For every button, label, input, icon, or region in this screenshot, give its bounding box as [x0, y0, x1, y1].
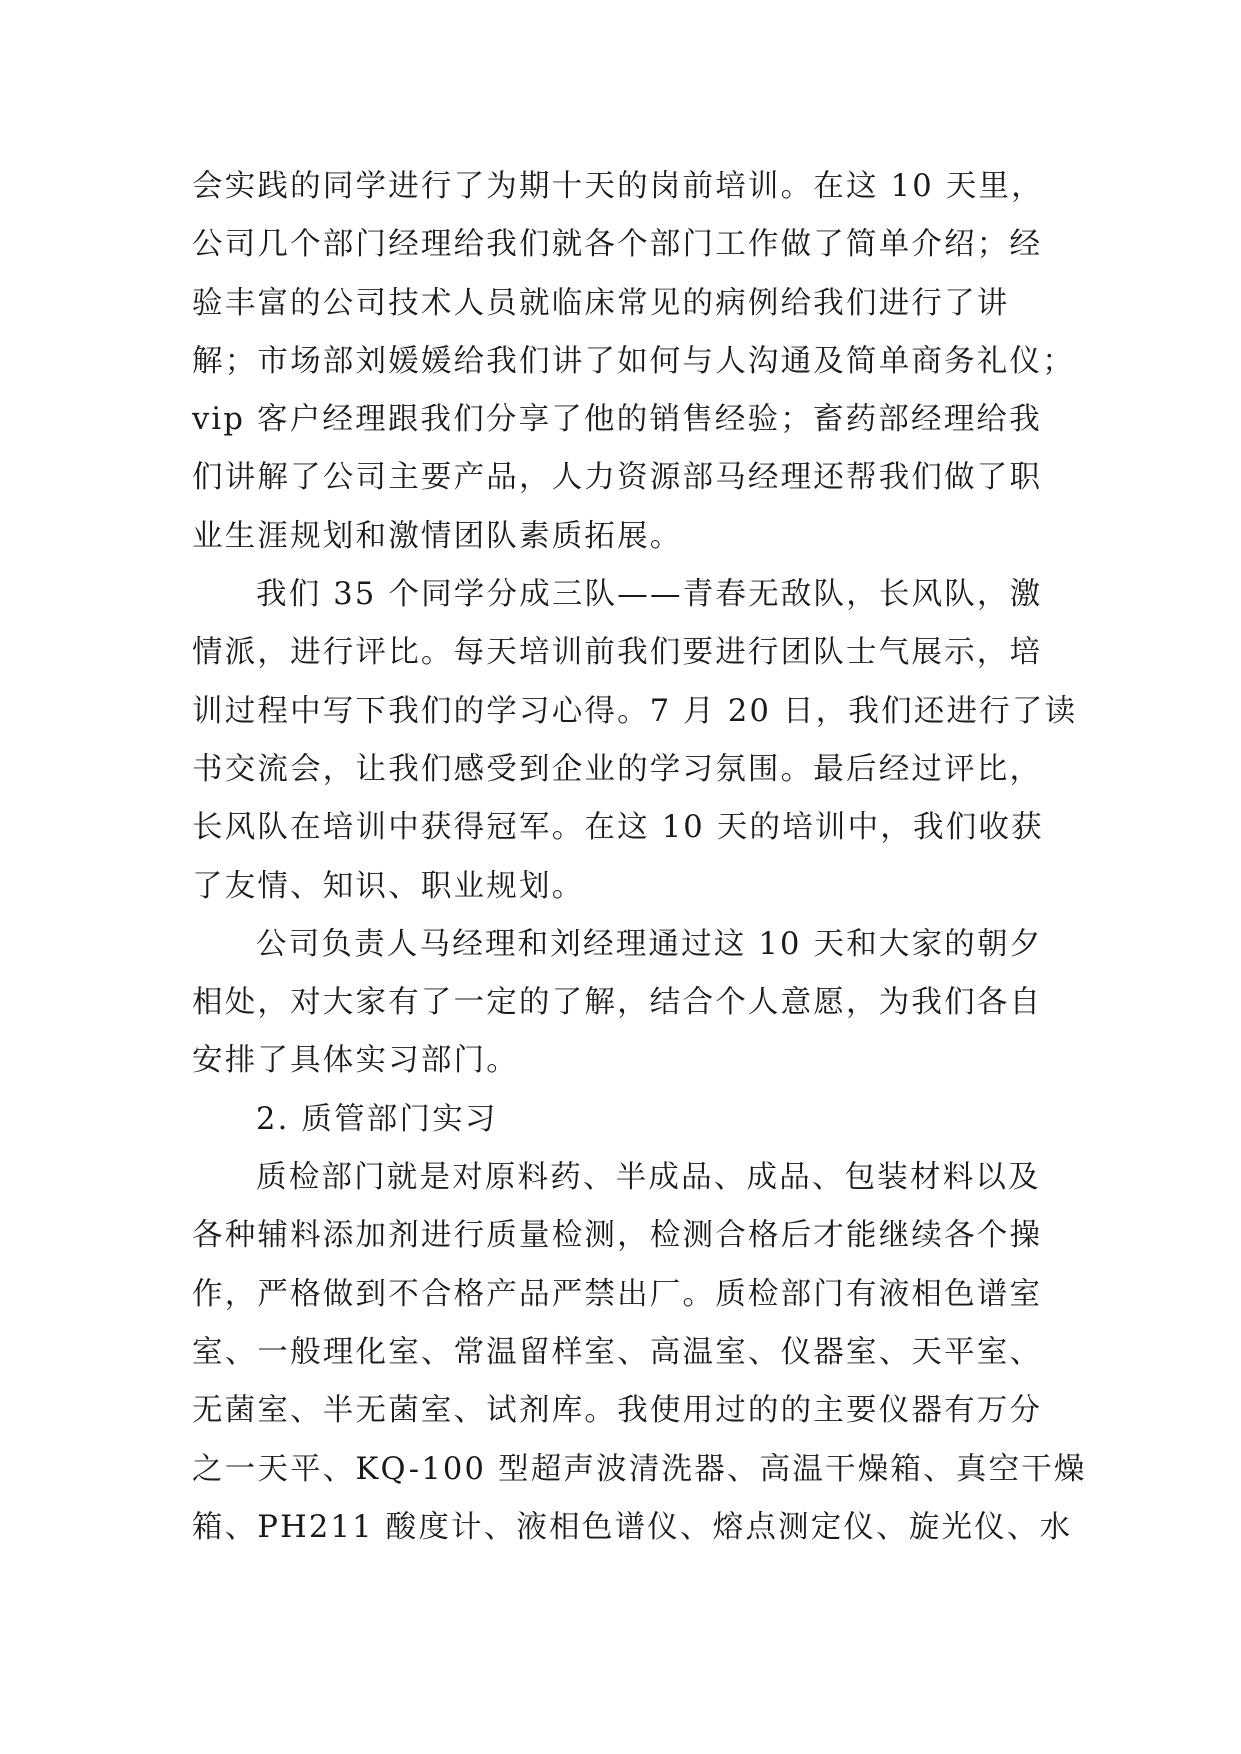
text-line: 公司负责人马经理和刘经理通过这 10 天和大家的朝夕: [256, 926, 1043, 962]
text-line: 2. 质管部门实习: [256, 1101, 498, 1137]
text-line: 公司几个部门经理给我们就各个部门工作做了简单介绍；经: [192, 227, 1043, 263]
text-line: 长风队在培训中获得冠军。在这 10 天的培训中，我们收获: [192, 810, 1044, 846]
text-line: 我们 35 个同学分成三队——青春无敌队，长风队，激: [256, 577, 1043, 613]
text-line: 之一天平、KQ-100 型超声波清洗器、高温干燥箱、真空干燥: [192, 1451, 1087, 1487]
text-line: 解；市场部刘媛媛给我们讲了如何与人沟通及简单商务礼仪；: [192, 343, 1075, 379]
text-line: 箱、PH211 酸度计、液相色谱仪、熔点测定仪、旋光仪、水: [192, 1509, 1073, 1545]
text-line: 们讲解了公司主要产品，人力资源部马经理还帮我们做了职: [192, 460, 1043, 496]
text-line: 无菌室、半无菌室、试剂库。我使用过的的主要仪器有万分: [192, 1393, 1043, 1429]
text-line: 业生涯规划和激情团队素质拓展。: [192, 518, 683, 554]
text-line: 室、一般理化室、常温留样室、高温室、仪器室、天平室、: [192, 1334, 1043, 1370]
document-body: [192, 158, 1087, 1557]
text-line: 验丰富的公司技术人员就临床常见的病例给我们进行了讲: [192, 285, 1010, 321]
text-line: 书交流会，让我们感受到企业的学习氛围。最后经过评比，: [192, 751, 1043, 787]
text-line: 情派，进行评比。每天培训前我们要进行团队士气展示，培: [192, 635, 1043, 671]
text-line: 了友情、知识、职业规划。: [192, 868, 585, 904]
text-line: 各种辅料添加剂进行质量检测，检测合格后才能继续各个操: [192, 1218, 1043, 1254]
text-line: vip 客户经理跟我们分享了他的销售经验；畜药部经理给我: [192, 402, 1042, 438]
text-line: 会实践的同学进行了为期十天的岗前培训。在这 10 天里，: [192, 169, 1044, 204]
text-line: 质检部门就是对原料药、半成品、成品、包装材料以及: [256, 1160, 1041, 1196]
text-line: 作，严格做到不合格产品严禁出厂。质检部门有液相色谱室: [192, 1276, 1043, 1312]
text-line: 训过程中写下我们的学习心得。7 月 20 日，我们还进行了读: [192, 693, 1078, 729]
text-line: 安排了具体实习部门。: [192, 1043, 519, 1079]
text-line: 相处，对大家有了一定的了解，结合个人意愿，为我们各自: [192, 985, 1043, 1021]
